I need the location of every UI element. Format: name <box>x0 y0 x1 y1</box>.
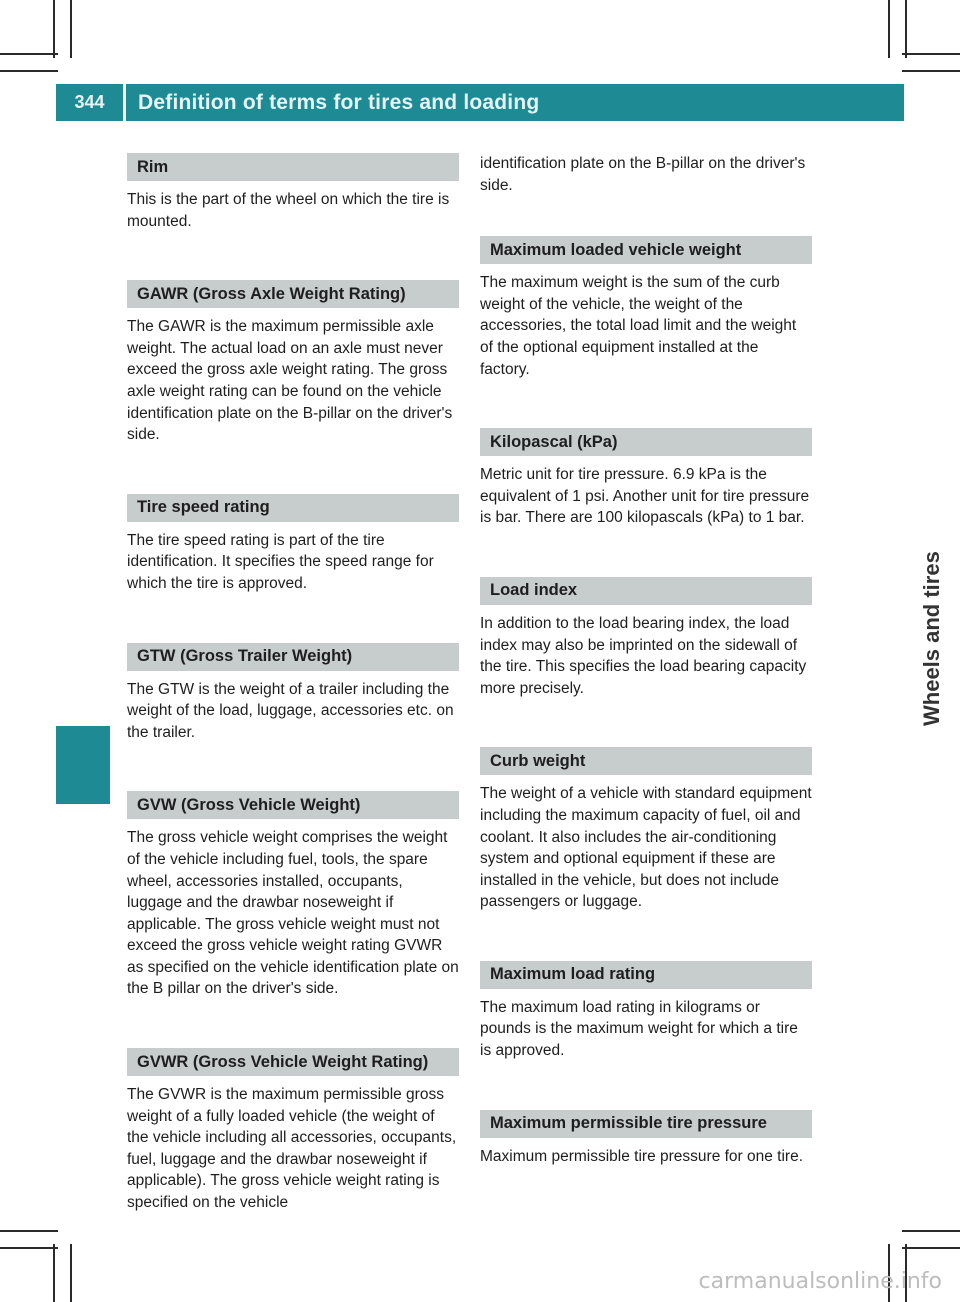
section-rim <box>127 153 459 232</box>
section-kilopascal <box>480 428 812 529</box>
chapter-tab <box>904 84 960 726</box>
section-heading: Kilopascal (kPa) <box>480 428 812 456</box>
section-heading: Curb weight <box>480 747 812 775</box>
section-maximum-load-rating <box>480 961 812 1062</box>
section-heading: Load index <box>480 577 812 605</box>
section-heading: GAWR (Gross Axle Weight Rating) <box>127 280 459 308</box>
crop-mark <box>888 0 890 58</box>
section-heading: GTW (Gross Trailer Weight) <box>127 643 459 671</box>
crop-mark <box>0 1230 58 1232</box>
crop-mark <box>53 1244 55 1302</box>
right-column <box>480 153 812 1167</box>
section-body: The weight of a vehicle with standard equipment including the maximum capacity of fuel, oil and coolant. It also includes the air-conditioning system and optional equipment if these are installed in the vehicle, but does not include passengers or luggage. <box>480 785 812 911</box>
crop-mark <box>902 70 960 72</box>
section-heading: Maximum loaded vehicle weight <box>480 236 812 264</box>
watermark: carmanualsonline.info <box>698 1269 942 1294</box>
section-body: In addition to the load bearing index, the load index may also be imprinted on the sidewall of the tire. This specifies the load bearing capacity more precisely. <box>480 614 807 697</box>
crop-mark <box>902 1247 960 1249</box>
crop-mark <box>0 70 58 72</box>
crop-mark <box>0 1247 58 1249</box>
crop-mark <box>70 1244 72 1302</box>
section-load-index <box>480 577 812 699</box>
section-curb-weight <box>480 747 812 913</box>
section-heading: Maximum load rating <box>480 961 812 989</box>
section-body: The GTW is the weight of a trailer including the weight of the load, luggage, accessories etc. on the trailer. <box>127 680 454 741</box>
section-heading: GVW (Gross Vehicle Weight) <box>127 791 459 819</box>
chapter-tab-label: Wheels and tires <box>919 551 944 726</box>
page-header <box>56 84 904 121</box>
section-heading: GVWR (Gross Vehicle Weight Rating) <box>127 1048 459 1076</box>
section-body: The GVWR is the maximum permissible gross weight of a fully loaded vehicle (the weight of the vehicle including all accessories, occupants, fuel, luggage and the drawbar noseweight if applicable). The gross vehicle weight rating is specified on the vehicle <box>127 1086 457 1212</box>
crop-mark <box>0 53 58 55</box>
section-body: The gross vehicle weight comprises the weight of the vehicle including fuel, tools, the spare wheel, accessories installed, occupants, luggage and the drawbar noseweight if applicable. The gross vehicle weight must not exceed the gross vehicle weight rating GVWR as specified on the vehicle identification plate on the B pillar on the driver's side. <box>127 829 459 998</box>
page-title: Definition of terms for tires and loading <box>138 90 540 114</box>
crop-mark <box>53 0 55 58</box>
section-heading: Maximum permissible tire pressure <box>480 1110 812 1138</box>
chapter-marker <box>56 726 110 804</box>
section-body: The maximum load rating in kilograms or pounds is the maximum weight for which a tire is approved. <box>480 998 798 1060</box>
section-body: The tire speed rating is part of the tire identification. It specifies the speed range for which the tire is approved. <box>127 531 434 592</box>
section-body: Metric unit for tire pressure. 6.9 kPa is the equivalent of 1 psi. Another unit for tire pressure is bar. There are 100 kilopascals (kPa) to 1 bar. <box>480 466 810 527</box>
section-maximum-permissible-tire-pressure <box>480 1110 812 1168</box>
section-body: The maximum weight is the sum of the curb weight of the vehicle, the weight of the accessories, the total load limit and the weight of the optional equipment installed at the factory. <box>480 274 797 378</box>
section-gawr <box>127 280 459 446</box>
section-gtw <box>127 643 459 744</box>
section-gvwr <box>127 1048 459 1214</box>
crop-mark <box>902 53 960 55</box>
crop-mark <box>902 1230 960 1232</box>
section-body: This is the part of the wheel on which the tire is mounted. <box>127 191 450 230</box>
section-maximum-loaded-vehicle-weight <box>480 236 812 380</box>
section-tire-speed-rating <box>127 494 459 595</box>
page-number: 344 <box>56 84 126 121</box>
section-heading: Tire speed rating <box>127 494 459 522</box>
section-gvw <box>127 791 459 1000</box>
crop-mark <box>905 0 907 58</box>
section-heading: Rim <box>127 153 459 181</box>
section-body: The GAWR is the maximum permissible axle weight. The actual load on an axle must never exceed the gross axle weight rating. The gross axle weight rating can be found on the vehicle identification plate on the B-pillar on the driver's side. <box>127 318 453 444</box>
crop-mark <box>70 0 72 58</box>
left-column <box>127 153 459 1214</box>
section-body: Maximum permissible tire pressure for one tire. <box>480 1147 804 1165</box>
continued-text: identification plate on the B-pillar on the driver's side. <box>480 155 806 194</box>
